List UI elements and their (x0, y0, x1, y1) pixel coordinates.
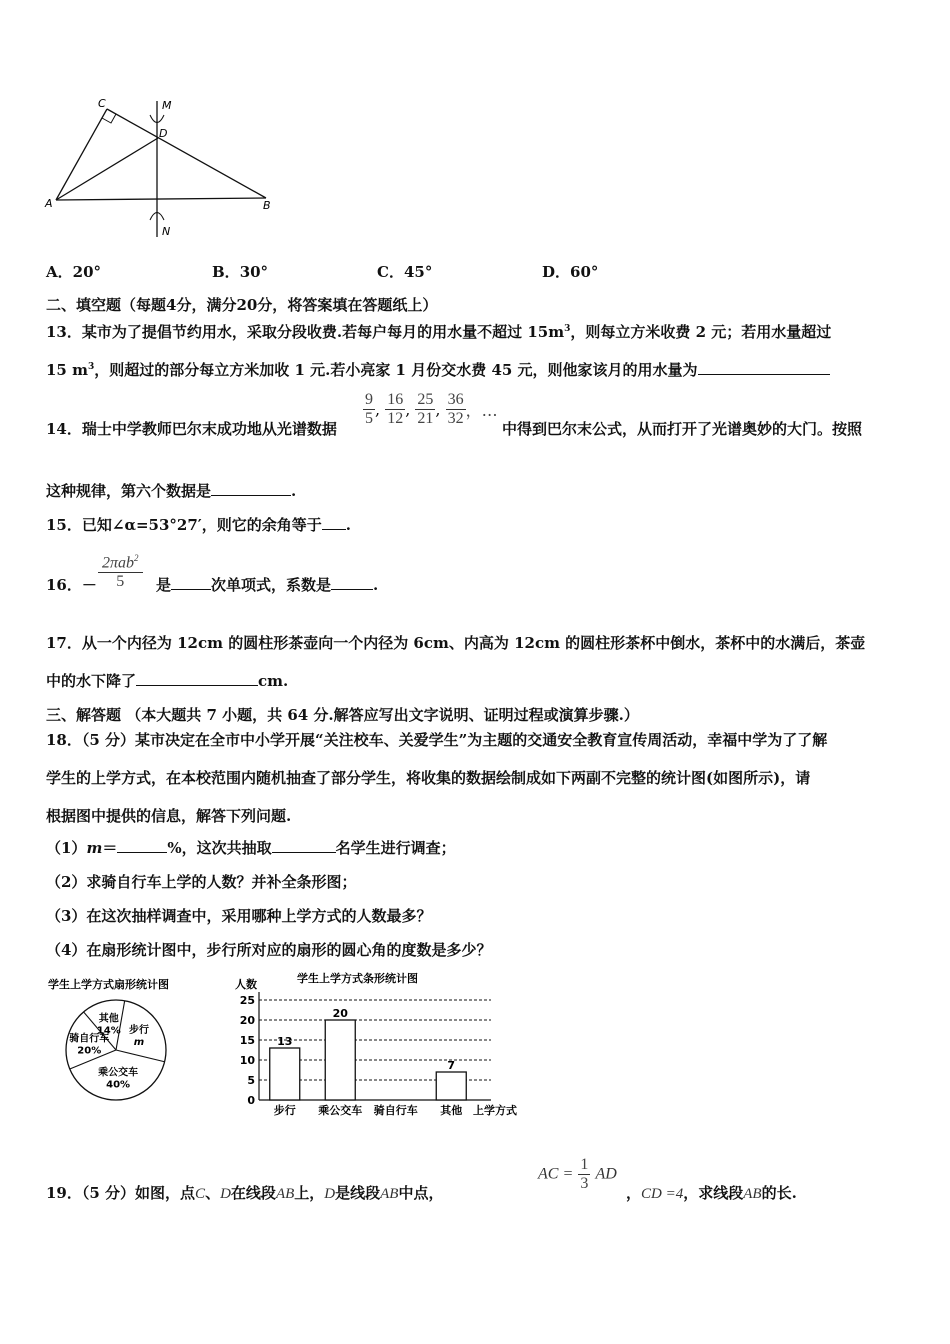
q13-answer-blank[interactable] (698, 360, 830, 375)
bar-category-label: 骑自行车 (373, 1104, 418, 1117)
label-D: D (159, 127, 168, 140)
bar-chart (225, 968, 535, 1123)
q18-count-blank[interactable] (272, 838, 336, 853)
q18-part2: （2）求骑自行车上学的人数？并补全条形图； (46, 873, 357, 891)
bar-value-label: 20 (332, 1007, 348, 1020)
option-a: A．20° (46, 263, 102, 281)
q17-line1: 17．从一个内径为 12cm 的圆柱形茶壶向一个内径为 6cm、内高为 12cm 的圆柱形茶杯中倒水，茶杯中的水满后，茶壶 (46, 634, 866, 652)
option-d: D．60° (542, 263, 599, 281)
bar-title: 学生上学方式条形统计图 (297, 972, 418, 985)
label-M: M (162, 99, 172, 112)
pie-slice-value: 40% (106, 1079, 131, 1091)
pie-slice-value: 14% (96, 1025, 121, 1037)
pie-slice-label: 其他 (98, 1013, 119, 1025)
q14-line2: 这种规律，第六个数据是 . (46, 482, 297, 500)
pie-slice-value: m (133, 1036, 145, 1048)
q18-m-blank[interactable] (117, 838, 167, 853)
bar-y-tick: 0 (247, 1094, 255, 1107)
bar-value-label: 7 (447, 1059, 456, 1072)
section3-heading: 三、解答题 （本大题共 7 小题，共 64 分.解答应写出文字说明、证明过程或演算步骤.） (46, 706, 639, 724)
q15-answer-blank[interactable] (322, 515, 346, 530)
q19-formula: AC = $\frac{1}{3}$ AD (538, 1156, 617, 1192)
label-C: C (98, 97, 106, 110)
pie-title: 学生上学方式扇形统计图 (48, 978, 169, 991)
q17-line2: 中的水下降了 cm. (46, 672, 289, 690)
q14-answer-blank[interactable] (211, 481, 291, 496)
q13-line2: 15 $m^3$，则超过的部分每立方米加收 1 元.若小亮家 1 月份交水费 45 元，则他家该月的用水量为 (46, 359, 830, 380)
bar (325, 1020, 355, 1100)
fraction-3: $\frac{25}{21}$ (417, 391, 434, 427)
q19: 19．（5 分）如图，点C、D在线段AB上，D是线段AB中点， (46, 1184, 444, 1202)
bar-xlabel: 上学方式 (473, 1104, 517, 1117)
q14-suffix: 中得到巴尔末公式，从而打开了光谱奥妙的大门。按照 (502, 420, 863, 438)
bar-y-tick: 15 (239, 1034, 255, 1047)
bar-y-tick: 25 (239, 994, 255, 1007)
fraction-4: $\frac{36}{32}$ (447, 391, 464, 427)
bar (270, 1048, 300, 1100)
q18-part4: （4）在扇形统计图中，步行所对应的扇形的圆心角的度数是多少？ (46, 941, 492, 959)
fraction-1: $\frac{9}{5}$ (365, 391, 373, 427)
option-b: B．30° (212, 263, 269, 281)
pie-slice-label: 乘公交车 (98, 1067, 139, 1079)
q16-rest: 是 次单项式，系数是 . (156, 576, 379, 594)
q15: 15．已知∠α=53°27′，则它的余角等于 . (46, 516, 351, 534)
q14-fractions: $\frac{9}{5}$ , $\frac{16}{12}$ , $\frac{25}{21}$ , $\frac{36}{32}$ ，… (365, 391, 498, 427)
bar-category-label: 其他 (440, 1104, 463, 1117)
q16-degree-blank[interactable] (171, 575, 211, 590)
pie-slice-value: 20% (77, 1045, 102, 1057)
label-A: A (45, 197, 53, 210)
label-B: B (263, 199, 271, 212)
q18-part1: （1）m＝ %，这次共抽取 名学生进行调查； (46, 839, 456, 857)
bar-y-tick: 5 (247, 1074, 255, 1087)
q18-line2: 学生的上学方式，在本校范围内随机抽查了部分学生，将收集的数据绘制成如下两副不完整的统计图(如图所示)，请 (46, 769, 811, 787)
q17-answer-blank[interactable] (136, 671, 258, 686)
fraction-2: $\frac{16}{12}$ (387, 391, 404, 427)
q16-coefficient-blank[interactable] (331, 575, 373, 590)
q14-prefix: 14．瑞士中学教师巴尔末成功地从光谱数据 (46, 420, 337, 438)
bar (436, 1072, 466, 1100)
pie-slice-label: 步行 (129, 1024, 150, 1036)
pie-divider (116, 1050, 165, 1062)
bar-y-tick: 20 (239, 1014, 255, 1027)
q16-fraction: $\frac{2\pi ab^2}{5}$ (98, 549, 143, 591)
bar-ylabel: 人数 (235, 978, 257, 991)
option-c: C．45° (377, 263, 433, 281)
section2-heading: 二、填空题（每题4分，满分20分，将答案填在答题纸上） (46, 296, 438, 314)
q19-rest: ，CD =4，求线段AB的长. (626, 1184, 797, 1202)
pie-slice-label: 骑自行车 (69, 1033, 110, 1045)
triangle-figure (40, 95, 280, 245)
q18-line3: 根据图中提供的信息，解答下列问题. (46, 807, 292, 825)
bar-value-label: 13 (277, 1035, 293, 1048)
bar-y-tick: 10 (239, 1054, 255, 1067)
pie-chart (44, 972, 204, 1112)
q16-prefix: 16．－ (46, 576, 97, 594)
bar-category-label: 乘公交车 (318, 1104, 363, 1117)
q18-line1: 18．（5 分）某市决定在全市中小学开展“关注校车、关爱学生”为主题的交通安全教育宣传周活动，幸福中学为了了解 (46, 731, 828, 749)
bar-category-label: 步行 (273, 1104, 296, 1117)
label-N: N (162, 225, 171, 238)
q18-part3: （3）在这次抽样调查中，采用哪种上学方式的人数最多？ (46, 907, 432, 925)
q13-line1: 13．某市为了提倡节约用水，采取分段收费.若每户每月的用水量不超过 $15m^3$，则每立方米收费 2 元；若用水量超过 (46, 323, 832, 341)
